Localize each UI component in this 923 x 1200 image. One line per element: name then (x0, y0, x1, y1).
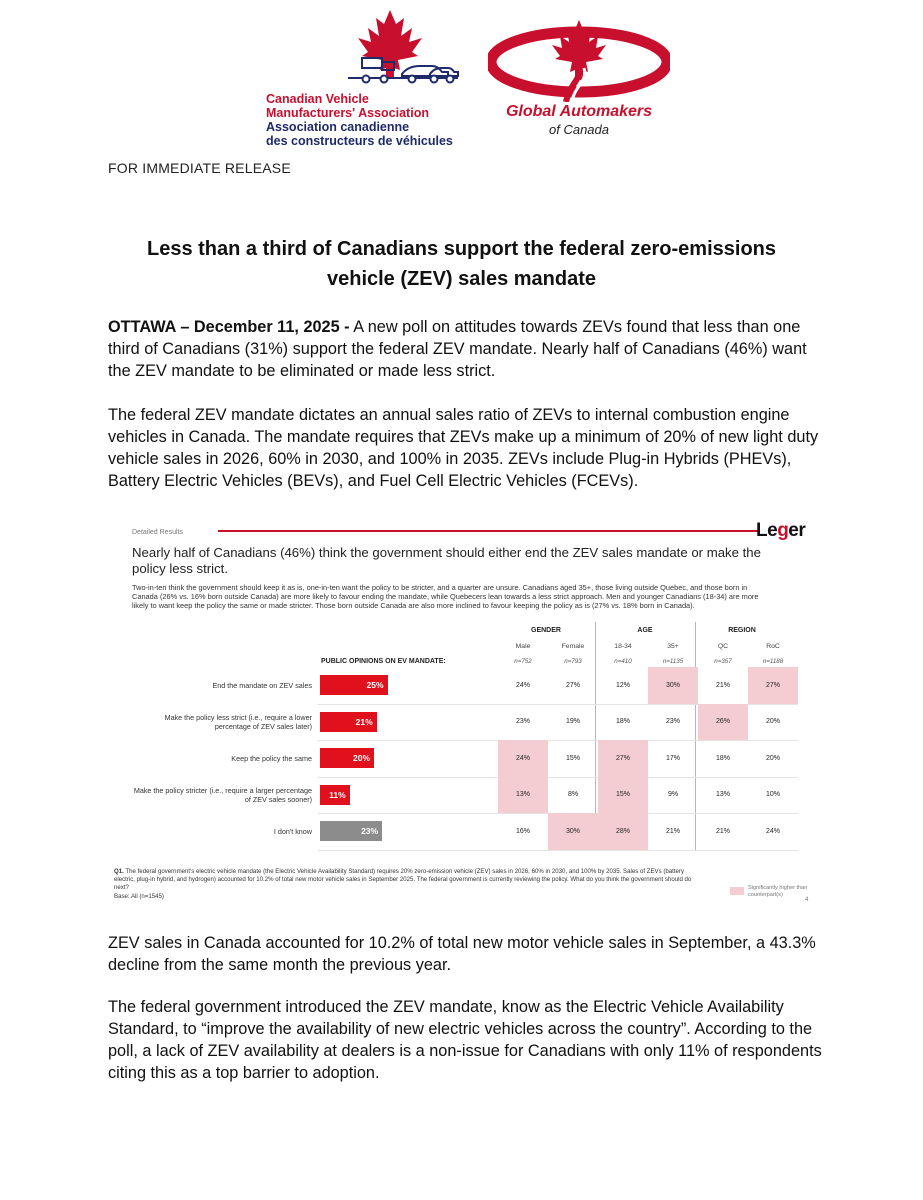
table-cell: 26% (715, 718, 730, 726)
gac-maple-road-icon (488, 18, 670, 102)
slide-section-label: Detailed Results (132, 529, 183, 536)
row-divider (318, 850, 798, 851)
column-header: 18-34 (614, 643, 632, 650)
table-cell: 27% (765, 681, 780, 689)
table-label: PUBLIC OPINIONS ON EV MANDATE: (321, 658, 446, 665)
table-cell: 24% (515, 681, 530, 689)
table-cell: 20% (765, 754, 780, 762)
dateline: OTTAWA – December 11, 2025 - (108, 318, 350, 336)
column-sample-size: n=357 (714, 658, 732, 665)
column-sample-size: n=793 (564, 658, 582, 665)
table-cell: 23% (665, 718, 680, 726)
table-cell: 30% (565, 827, 580, 835)
slide-title: Nearly half of Canadians (46%) think the government should either end the ZEV sales mandate or make the policy less strict. (132, 545, 761, 576)
row-label-cell (128, 777, 312, 814)
cvma-maple-leaf-truck-icon (262, 8, 462, 90)
table-cell: 18% (615, 718, 630, 726)
table-cell: 19% (565, 718, 580, 726)
slide-footnote (114, 868, 694, 901)
paragraph-1 (108, 316, 823, 382)
cvma-name-en-line2: Manufacturers' Association (266, 106, 429, 120)
table-cell: 23% (515, 718, 530, 726)
cvma-name-en-line1: Canadian Vehicle (266, 92, 369, 106)
table-cell: 27% (615, 754, 630, 762)
leger-logo-post: er (788, 520, 806, 541)
gac-sub: of Canada (549, 122, 609, 137)
slide-subtitle: Two-in-ten think the government should keep it as is, one-in-ten want the policy to be stricter, and a quarter are unsure. Canadians aged 35+, those living outside Quebec, and those born in Canada (26% vs. 16% born outside Canada) are more likely to favour ending the mandate, while Quebecers lean towards a less strict approach. Men and younger Canadians (18-34) are more likely to want keep the policy the same or made stricter. Those born outside Canada are also more inclined to favour keeping the policy as is (27% vs. 18% born in Canada). (132, 583, 759, 611)
poll-results-slide (108, 517, 810, 915)
table-cell: 24% (515, 754, 530, 762)
total-bar: 21% (320, 712, 377, 732)
group-header-age: AGE (637, 627, 653, 634)
table-cell: 18% (715, 754, 730, 762)
column-header: RoC (766, 643, 780, 650)
row-label: Keep the policy the same (231, 753, 312, 763)
row-label: I don't know (273, 826, 312, 836)
table-cell: 27% (565, 681, 580, 689)
column-header: 35+ (667, 643, 679, 650)
footnote-base: Base: All (n=1545) (114, 892, 164, 900)
headline (100, 234, 823, 294)
table-cell: 8% (567, 791, 579, 799)
paragraph-3: ZEV sales in Canada accounted for 10.2% of total new motor vehicle sales in September, a 43.3% decline from the same month the previous year. (108, 934, 816, 974)
leger-logo-accent: g (777, 520, 789, 541)
row-label: Make the policy stricter (i.e., require a larger percentage of ZEV sales sooner) (133, 785, 312, 804)
column-sample-size: n=410 (614, 658, 632, 665)
paragraph-2: The federal ZEV mandate dictates an annual sales ratio of ZEVs to internal combustion engine vehicles in Canada. The mandate requires that ZEVs make up a minimum of 20% of new light duty vehicle sales in 2026, 60% in 2030, and 100% in 2035. ZEVs include Plug-in Hybrids (PHEVs), Battery Electric Vehicles (BEVs), and Fuel Cell Electric Vehicles (FCEVs). (108, 406, 819, 490)
row-label: Make the policy less strict (i.e., require a lower percentage of ZEV sales later) (164, 712, 312, 731)
table-cell: 9% (667, 791, 679, 799)
release-label: FOR IMMEDIATE RELEASE (108, 160, 291, 176)
row-label: End the mandate on ZEV sales (212, 680, 312, 690)
table-cell: 20% (765, 718, 780, 726)
column-sample-size: n=1135 (662, 658, 684, 665)
gac-name: Global Automakers (505, 103, 653, 120)
table-cell: 15% (565, 754, 580, 762)
total-bar: 20% (320, 748, 374, 768)
table-cell: 21% (665, 827, 680, 835)
row-label-cell (128, 740, 312, 777)
row-label-cell (128, 667, 312, 704)
table-cell: 21% (715, 681, 730, 689)
footnote-question: The federal government's electric vehicle mandate (the Electric Vehicle Availability Standard) requires 20% zero-emission vehicle (ZEV) sales in 2026, 60% in 2030, and 100% by 2035. Sales of ZEVs (battery electric, plug-in hybrid, and hydrogen) accounted for 10.2% of total new motor vehicle sales in September 2025. The federal government is currently reviewing the policy. What do you think the government should do next? (114, 868, 692, 892)
headline-line2: vehicle (ZEV) sales mandate (326, 268, 596, 290)
column-sample-size: n=1188 (762, 658, 784, 665)
table-cell: 10% (765, 791, 780, 799)
table-cell: 30% (665, 681, 680, 689)
slide-header-rule (218, 530, 758, 532)
group-header-gender: GENDER (531, 627, 561, 634)
paragraph-4: The federal government introduced the ZEV mandate, know as the Electric Vehicle Availability Standard, to “improve the availability of new electric vehicles across the country”. According to the poll, a lack of ZEV availability at dealers is a non-issue for Canadians with only 11% of respondents citing this as a top barrier to adoption. (108, 998, 822, 1082)
headline-line1: Less than a third of Canadians support the federal zero-emissions (146, 238, 776, 260)
gac-logo (488, 18, 670, 148)
row-label-cell (128, 704, 312, 741)
total-bar: 25% (320, 675, 388, 695)
table-cell: 21% (715, 827, 730, 835)
cvma-logo (262, 8, 462, 148)
table-cell: 12% (615, 681, 630, 689)
table-cell: 15% (615, 791, 630, 799)
slide-page-number: 4 (805, 897, 809, 903)
table-cell: 13% (715, 791, 730, 799)
legend-swatch (730, 887, 744, 895)
total-bar: 11% (320, 785, 350, 805)
table-cell: 13% (515, 791, 530, 799)
row-label-cell (128, 813, 312, 850)
cvma-name-fr-line2: des constructeurs de véhicules (266, 134, 453, 148)
legend-text: Significantly higher than counterpart(s) (748, 885, 808, 898)
leger-logo (756, 520, 805, 542)
column-header: QC (717, 643, 729, 650)
column-header: Female (561, 643, 585, 650)
footnote-question-label: Q1. (114, 868, 124, 875)
table-cell: 16% (515, 827, 530, 835)
column-sample-size: n=752 (514, 658, 532, 665)
group-header-region: REGION (728, 627, 756, 634)
cvma-name-fr-line1: Association canadienne (266, 120, 410, 134)
paragraph-1-body: A new poll on attitudes towards ZEVs found that less than one third of Canadians (31%) support the federal ZEV mandate. Nearly half of Canadians (46%) want the ZEV mandate to be eliminated or made less strict. (108, 318, 807, 380)
table-cell: 28% (615, 827, 630, 835)
table-cell: 24% (765, 827, 780, 835)
total-bar: 23% (320, 821, 382, 841)
leger-logo-pre: Le (756, 520, 778, 541)
table-cell: 17% (665, 754, 680, 762)
column-header: Male (515, 643, 531, 650)
